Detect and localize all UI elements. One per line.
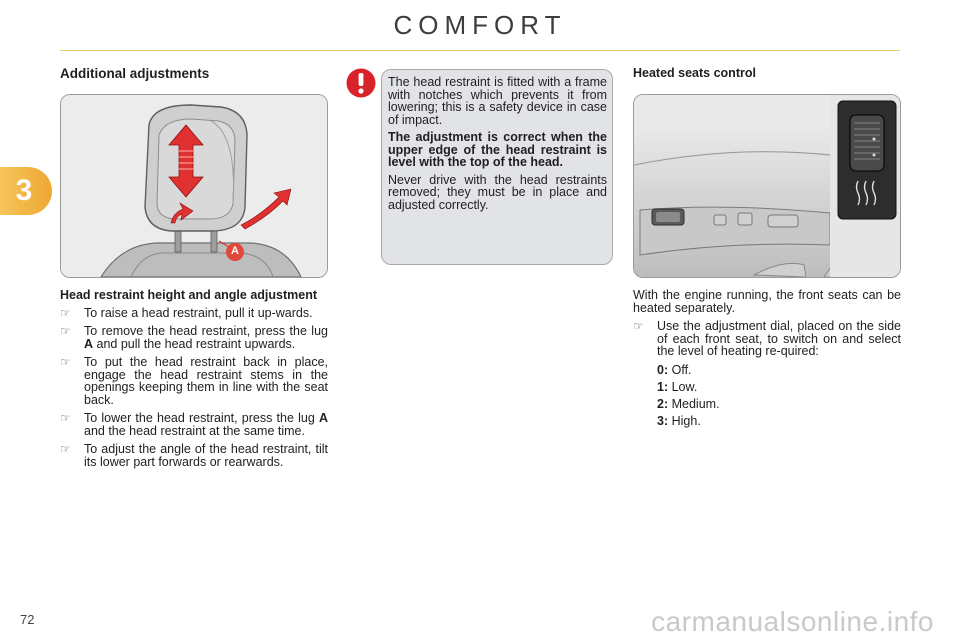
list-item: ☞ Use the adjustment dial, placed on the side of each front seat, to switch on and select the level of heating re-quired: [633,319,901,358]
title-divider [60,50,900,51]
warning-paragraph-3: Never drive with the head restraints removed; they must be in place and adjusted correctly. [388,172,607,212]
watermark: carmanualsonline.info [651,606,934,637]
warning-paragraph-1: The head restraint is fitted with a frame with notches which prevents it from lowering; this is a safety device in case of impact. [388,75,607,127]
pointing-finger-icon: ☞ [633,319,644,333]
pointing-finger-icon: ☞ [60,411,71,425]
page-number: 72 [20,612,35,627]
heating-level-item: 3: High. [657,413,701,428]
heated-seats-title: Heated seats control [633,66,756,80]
chapter-tab: 3 [0,167,52,215]
heated-seats-intro: With the engine running, the front seats can be heated separately. [633,288,901,315]
list-item: ☞ To lower the head restraint, press the lug A and the head restraint at the same time. [60,411,328,438]
heated-seat-control-photo [633,94,901,278]
warning-paragraph-2: The adjustment is correct when the upper edge of the head restraint is level with the top of the head. [388,130,607,169]
pointing-finger-icon: ☞ [60,442,71,456]
exclamation-icon [346,68,376,98]
lug-a-label: A [231,245,239,257]
list-item: ☞ To remove the head restraint, press the lug A and pull the head restraint upwards. [60,324,328,351]
heating-level-item: 1: Low. [657,379,698,394]
pointing-finger-icon: ☞ [60,355,71,369]
safety-warning-box [381,69,613,265]
heated-seats-instructions [633,289,901,432]
heating-level-item: 0: Off. [657,362,692,377]
heating-level-item: 2: Medium. [657,396,720,411]
sub-heading: Head restraint height and angle adjustment [60,288,317,302]
list-item: ☞ To adjust the angle of the head restraint, tilt its lower part forwards or rearwards. [60,442,328,469]
page-title: COMFORT [393,10,567,40]
heating-levels-list [657,364,901,428]
head-restraint-instructions [60,289,328,474]
list-item: ☞ To raise a head restraint, pull it up-wards. [60,305,313,320]
section-title: Additional adjustments [60,66,210,81]
list-item: ☞ To put the head restraint back in place, engage the head restraint stems in the openings keeping them in line with the seat back. [60,355,328,407]
pointing-finger-icon: ☞ [60,324,71,338]
head-restraint-illustration [60,94,328,278]
pointing-finger-icon: ☞ [60,305,71,320]
